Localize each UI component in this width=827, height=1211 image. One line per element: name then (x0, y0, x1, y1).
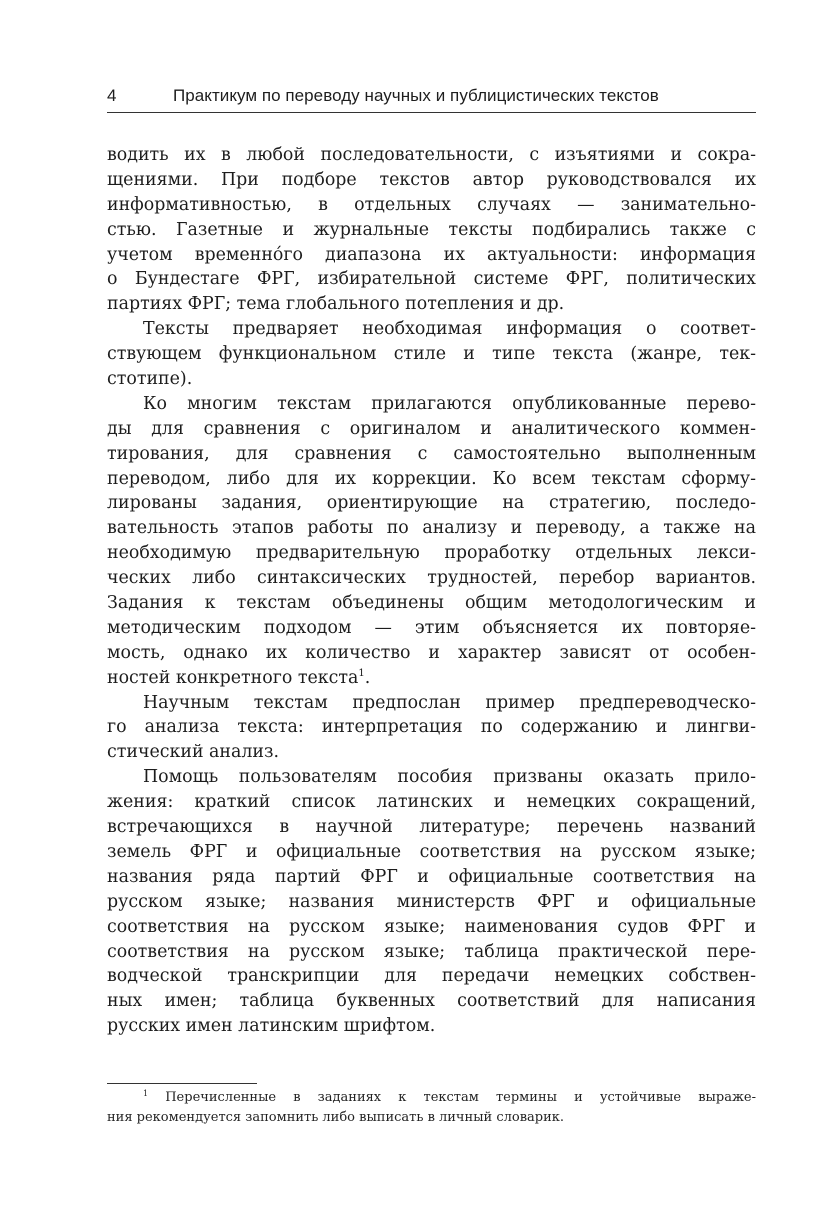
text-line-content: ностей конкретного текста (107, 667, 359, 688)
text-line: информативностью, в отдельных случаях — занимательно- (107, 194, 756, 215)
footnote-line: ния рекомендуется запомнить либо выписать в личный словарик. (107, 1110, 565, 1125)
text-line: методическим подходом — этим объясняется их повторяе- (107, 617, 756, 638)
text-line: жения: краткий список латинских и немецких сокращений, (107, 792, 756, 813)
paragraph-first-line: Тексты предваряет необходимая информация о соответ- (143, 319, 756, 340)
text-line: мость, однако их количество и характер зависят от особен- (107, 642, 756, 663)
paragraph-first-line: Научным текстам предпослан пример предпереводческо- (143, 692, 756, 713)
text-line: Задания к текстам объединены общим методологическим и (107, 593, 756, 614)
text-line: переводом, либо для их коррекции. Ко всем текстам сформу- (107, 468, 756, 489)
text-line: щениями. При подборе текстов автор руководствовался их (107, 169, 756, 190)
footnote-divider (107, 1083, 257, 1084)
text-line: партиях ФРГ; тема глобального потепления и др. (107, 294, 565, 315)
text-line: тирования, для сравнения с самостоятельно выполненным (107, 443, 756, 464)
text-line: го анализа текста: интерпретация по содержанию и лингви- (107, 717, 756, 738)
text-line: встречающихся в научной литературе; перечень названий (107, 817, 756, 838)
text-line: ных имен; таблица буквенных соответствий для написания (107, 991, 756, 1012)
text-line: лированы задания, ориентирующие на стратегию, последо- (107, 493, 756, 514)
running-title: Практикум по переводу научных и публицистических текстов (173, 86, 659, 105)
text-line: стью. Газетные и журнальные тексты подбирались также с (107, 219, 756, 240)
text-line: стический анализ. (107, 742, 280, 763)
text-line: русском языке; названия министерств ФРГ и официальные (107, 891, 756, 912)
text-line: ческих либо синтаксических трудностей, перебор вариантов. (107, 568, 756, 589)
footnote (107, 1088, 756, 1128)
footnote-line (107, 1088, 756, 1108)
text-line: соответствия на русском языке; наименования судов ФРГ и (107, 916, 756, 937)
text-line: ды для сравнения с оригиналом и аналитического коммен- (107, 418, 756, 439)
text-line: вательность этапов работы по анализу и переводу, а также на (107, 518, 756, 539)
footnote-reference[interactable]: 1 (358, 667, 365, 679)
text-line: водить их в любой последовательности, с изъятиями и сокра- (107, 145, 756, 165)
text-line: учетом временнóго диапазона их актуальности: информация (107, 244, 756, 265)
text-line: ствующем функциональном стиле и типе текста (жанре, тек- (107, 344, 756, 365)
page-number: 4 (107, 86, 117, 105)
text-line: необходимую предварительную проработку отдельных лекси- (107, 543, 756, 564)
paragraph-first-line: Ко многим текстам прилагаются опубликованные перево- (143, 393, 756, 414)
paragraph-first-line: Помощь пользователям пособия призваны оказать прило- (143, 767, 756, 788)
body-text (107, 143, 756, 1039)
text-line: ностей конкретного текста$^1$. (107, 667, 371, 688)
text-line: земель ФРГ и официальные соответствия на русском языке; (107, 841, 756, 862)
text-line: стотипе). (107, 369, 193, 390)
text-line: о Бундестаге ФРГ, избирательной системе ФРГ, политических (107, 269, 756, 290)
text-line: названия ряда партий ФРГ и официальные соответствия на (107, 866, 756, 887)
text-line: соответствия на русском языке; таблица практической пере- (107, 941, 756, 962)
footnote-text-1: Перечисленные в заданиях к текстам термины и устойчивые выраже- (165, 1090, 756, 1105)
footnote-marker: 1 (143, 1089, 149, 1098)
text-line: водческой транскрипции для передачи немецких собствен- (107, 966, 756, 987)
page-header (107, 84, 756, 113)
text-line: русских имен латинским шрифтом. (107, 1016, 436, 1037)
